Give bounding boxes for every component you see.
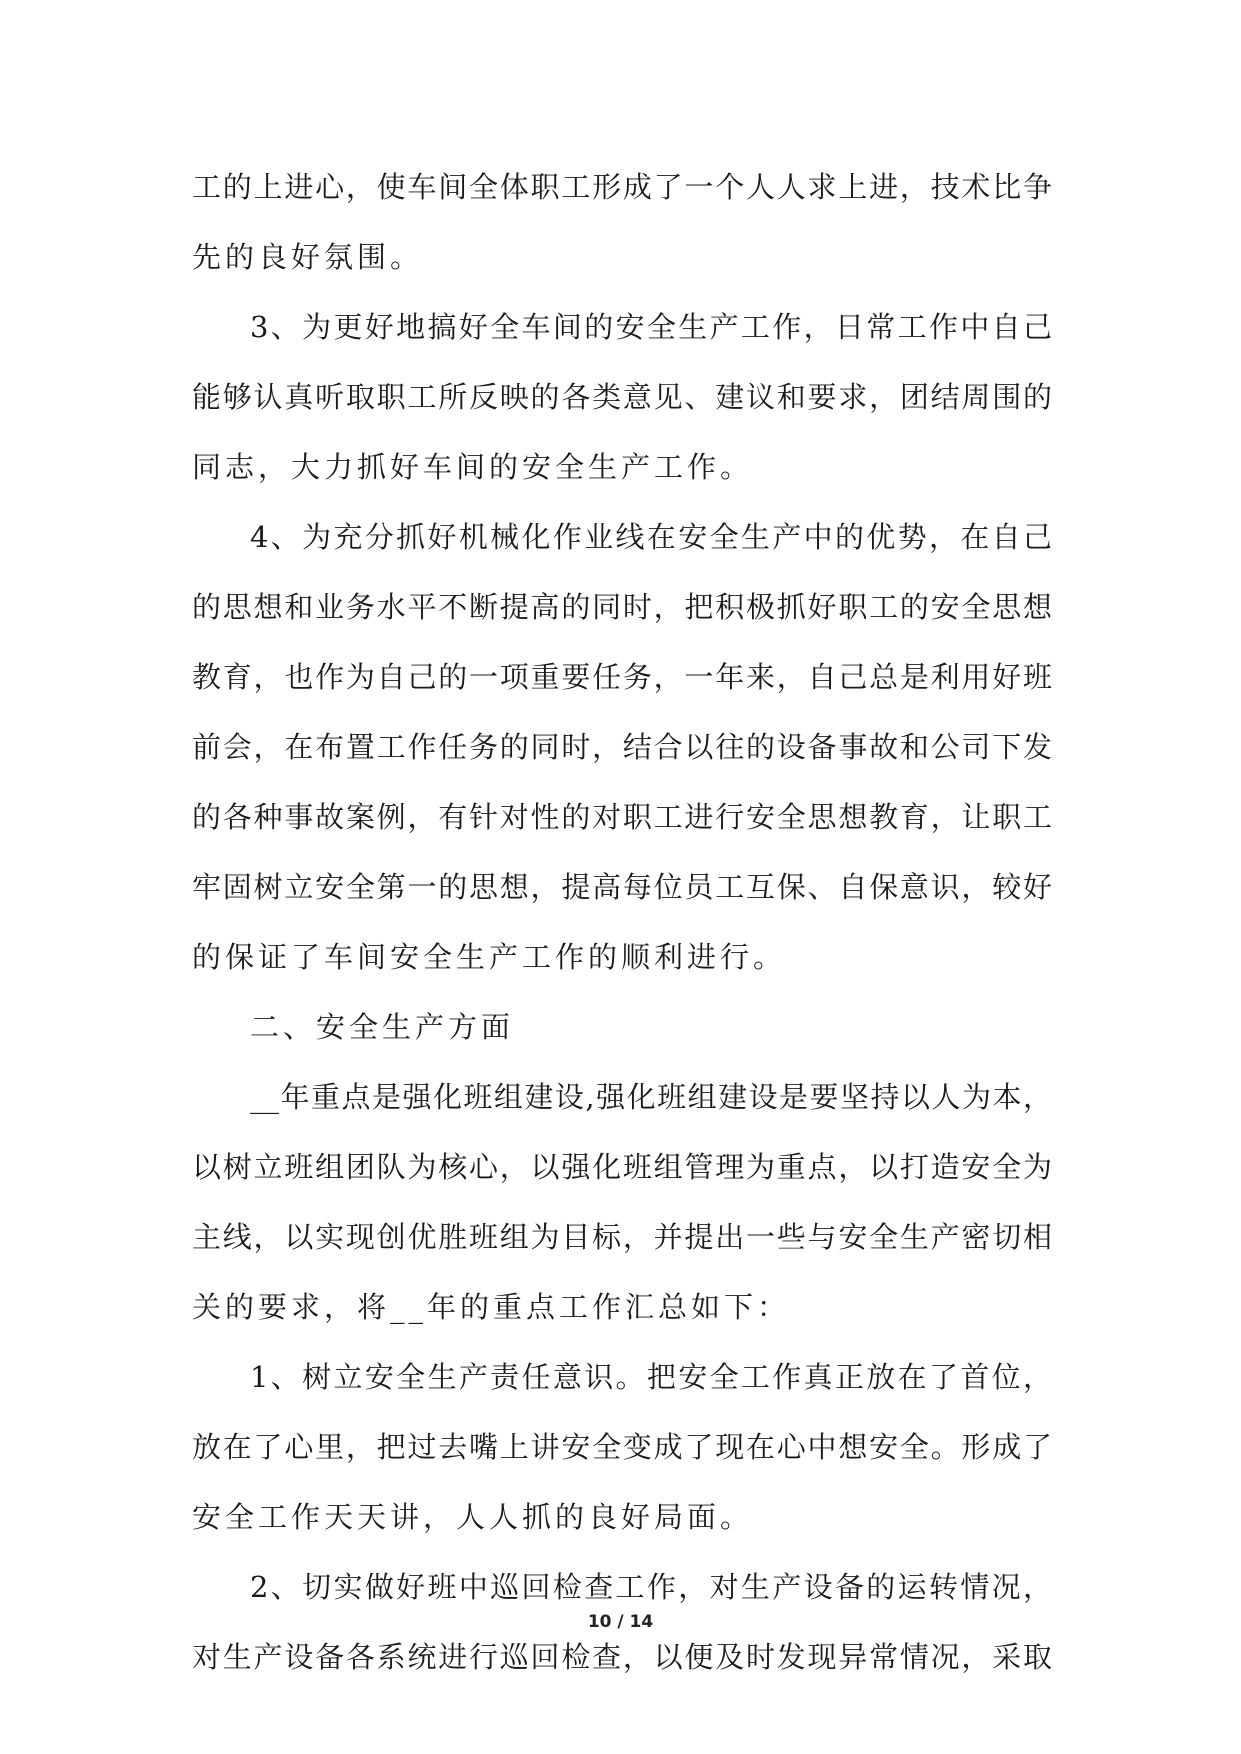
text-line: 的思想和业务水平不断提高的同时，把积极抓好职工的安全思想 [192, 590, 1052, 624]
text-line: 2、切实做好班中巡回检查工作，对生产设备的运转情况， [250, 1570, 1052, 1604]
text-line: 放在了心里，把过去嘴上讲安全变成了现在心中想安全。形成了 [192, 1430, 1052, 1464]
text-line: 的保证了车间安全生产工作的顺利进行。 [192, 940, 787, 974]
text-line: 先的良好氛围。 [192, 240, 424, 274]
page-number: 10 / 14 [587, 1612, 654, 1632]
text-line: 1、树立安全生产责任意识。把安全工作真正放在了首位， [250, 1360, 1052, 1394]
text-line: 能够认真听取职工所反映的各类意见、建议和要求，团结周围的 [192, 380, 1052, 414]
document-body [192, 152, 1052, 1692]
text-line: 同志，大力抓好车间的安全生产工作。 [192, 450, 754, 484]
text-line: 主线，以实现创优胜班组为目标，并提出一些与安全生产密切相 [192, 1220, 1052, 1254]
section-heading: 二、安全生产方面 [250, 1010, 515, 1044]
text-line: 牢固树立安全第一的思想，提高每位员工互保、自保意识，较好 [192, 870, 1052, 904]
text-line: 工的上进心，使车间全体职工形成了一个人人求上进，技术比争 [192, 170, 1052, 204]
text-line: 关的要求，将__年的重点工作汇总如下： [192, 1290, 791, 1324]
text-line: __年重点是强化班组建设,强化班组建设是要坚持以人为本， [250, 1080, 1052, 1114]
text-line: 对生产设备各系统进行巡回检查，以便及时发现异常情况，采取 [192, 1640, 1052, 1674]
text-line: 前会，在布置工作任务的同时，结合以往的设备事故和公司下发 [192, 730, 1052, 764]
text-line: 3、为更好地搞好全车间的安全生产工作，日常工作中自己 [250, 310, 1052, 344]
text-line: 4、为充分抓好机械化作业线在安全生产中的优势，在自己 [250, 520, 1052, 554]
text-line: 的各种事故案例，有针对性的对职工进行安全思想教育，让职工 [192, 800, 1052, 834]
text-line: 教育，也作为自己的一项重要任务，一年来，自己总是利用好班 [192, 660, 1052, 694]
text-line: 以树立班组团队为核心，以强化班组管理为重点，以打造安全为 [192, 1150, 1052, 1184]
text-line: 安全工作天天讲，人人抓的良好局面。 [192, 1500, 754, 1534]
